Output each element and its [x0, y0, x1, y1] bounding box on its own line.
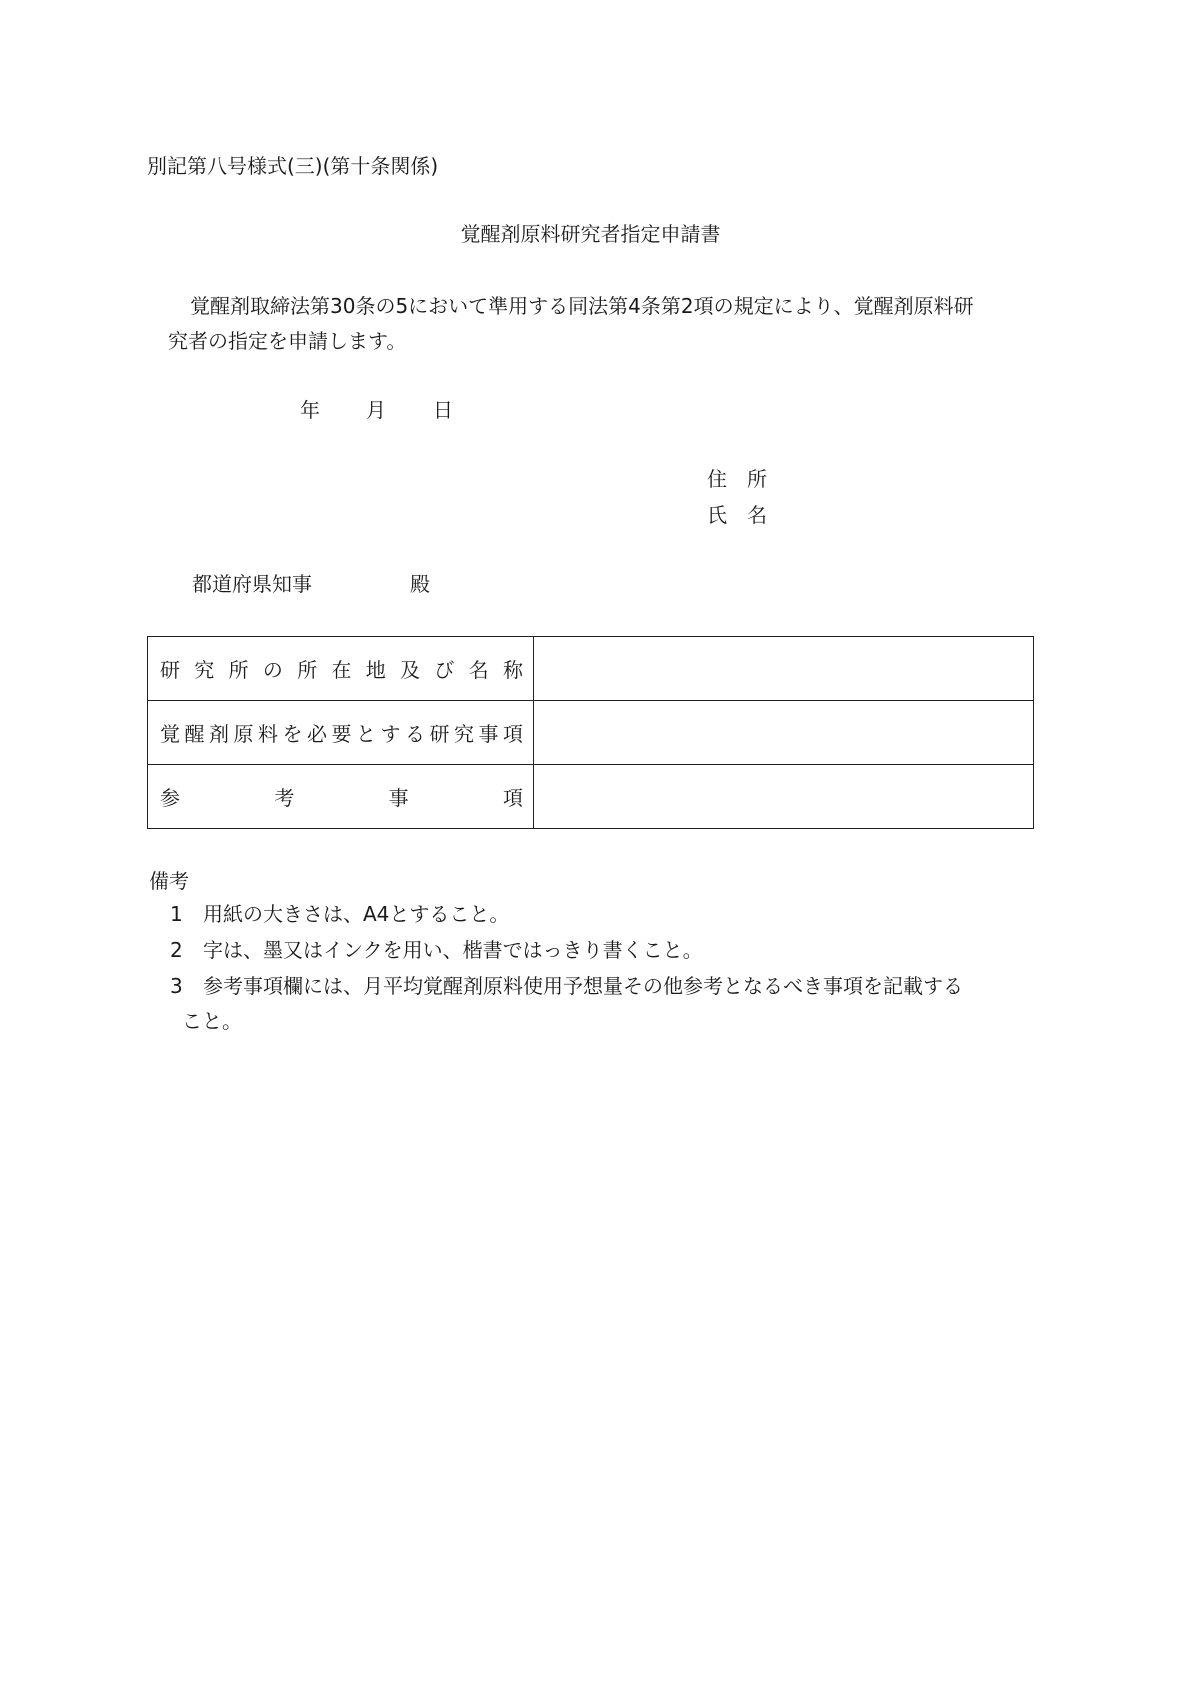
note-text-line-2: こと。 — [182, 1009, 242, 1033]
date-month-label: 月 — [366, 398, 386, 422]
row-label — [148, 637, 534, 701]
addressee-honorific: 殿 — [410, 572, 430, 596]
note-text: 字は、墨又はインクを用い、楷書ではっきり書くこと。 — [203, 938, 703, 962]
row-value-field[interactable] — [534, 637, 1034, 701]
table-row — [148, 765, 1034, 829]
row-value-field[interactable] — [534, 701, 1034, 765]
notes-title: 備考 — [149, 869, 189, 893]
application-text-line-1: 覚醒剤取締法第30条の5において準用する同法第4条第2項の規定により、覚醒剤原料研 — [190, 294, 974, 318]
application-text-line-2: 究者の指定を申請します。 — [168, 329, 407, 353]
note-number: 3 — [170, 974, 183, 998]
note-number: 1 — [170, 902, 183, 926]
row-label-text: 参 考 事 項 — [160, 786, 523, 810]
table-row — [148, 701, 1034, 765]
row-label — [148, 701, 534, 765]
note-text: 用紙の大きさは、A4とすること。 — [203, 902, 510, 926]
table-row — [148, 637, 1034, 701]
document-title: 覚醒剤原料研究者指定申請書 — [460, 222, 721, 246]
date-day-label: 日 — [433, 398, 453, 422]
applicant-address-label: 住 所 — [707, 467, 767, 491]
applicant-name-label: 氏 名 — [707, 503, 767, 527]
note-number: 2 — [170, 938, 183, 962]
row-label-text: 覚 醒 剤 原 料 を 必 要 と す る 研 究 事 項 — [160, 722, 523, 746]
date-year-label: 年 — [300, 398, 320, 422]
addressee: 都道府県知事 — [192, 572, 312, 596]
form-identifier: 別記第八号様式(三)(第十条関係) — [147, 154, 439, 178]
row-label — [148, 765, 534, 829]
row-value-field[interactable] — [534, 765, 1034, 829]
application-form-table — [147, 636, 1034, 829]
row-label-text: 研 究 所 の 所 在 地 及 び 名 称 — [160, 658, 523, 682]
note-text-line-1: 参考事項欄には、月平均覚醒剤原料使用予想量その他参考となるべき事項を記載する — [203, 974, 963, 998]
